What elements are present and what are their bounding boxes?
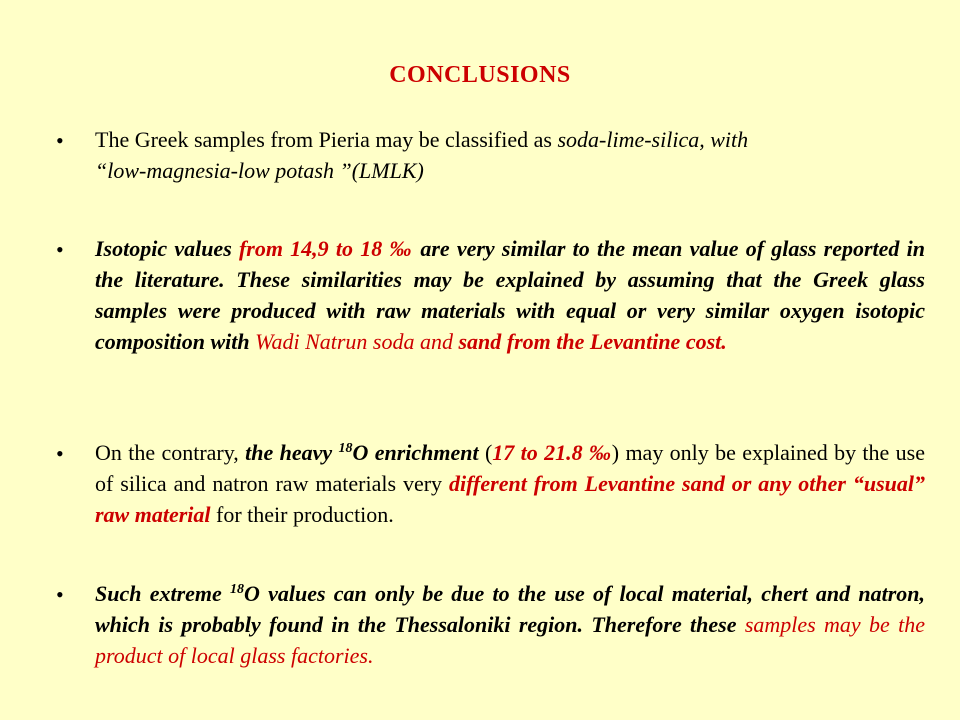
page-title: CONCLUSIONS bbox=[389, 62, 571, 88]
b1-soda-lime: soda-lime-silica, with bbox=[557, 127, 749, 152]
b3-different-from: different from Levantine sand or any other “usual” raw material bbox=[95, 471, 925, 527]
bullet-icon: • bbox=[56, 237, 64, 262]
b2-wadi-natrun: Wadi Natrun soda bbox=[255, 329, 415, 354]
bullet-text-4 bbox=[95, 578, 925, 671]
b3-text: for their production. bbox=[210, 502, 394, 527]
b2-text: Isotopic values bbox=[95, 236, 239, 261]
bullet-text-3 bbox=[95, 437, 925, 530]
bullet-text-2 bbox=[95, 233, 925, 357]
b3-isotope-sup: 18 bbox=[338, 441, 353, 456]
bullet-icon: • bbox=[56, 128, 64, 153]
bullet-text-1 bbox=[95, 124, 925, 186]
b2-levantine-sand: sand from the Levantine cost. bbox=[458, 329, 727, 354]
b3-text: On the contrary, bbox=[95, 440, 246, 465]
b2-and: and bbox=[414, 329, 459, 354]
b4-isotope-sup: 18 bbox=[230, 582, 244, 597]
b3-range: 17 to 21.8 ‰ bbox=[492, 440, 612, 465]
b3-text: ( bbox=[478, 440, 493, 465]
bullet-icon: • bbox=[56, 441, 64, 466]
b4-text: O values can only be due to the use of local material, chert and natron, which is probably found in the Thessaloniki region. Therefore these bbox=[95, 581, 925, 637]
b1-lmlk-abbr: (LMLK) bbox=[351, 158, 424, 183]
b3-heavy: the heavy bbox=[245, 440, 339, 465]
bullet-icon: • bbox=[56, 582, 64, 607]
b2-text: are very similar to the mean value of glass reported in the literature. These similarities may be explained by assuming that the Greek glass samples were produced with raw materials with equal or very similar oxygen isotopic composition with bbox=[95, 236, 925, 354]
b3-enrichment: O enrichment bbox=[352, 440, 479, 465]
b4-local-factories: samples may be the product of local glass factories. bbox=[95, 612, 925, 668]
b1-text: The Greek samples from Pieria may be classified as bbox=[95, 127, 558, 152]
b2-isotopic-range: from 14,9 to 18 ‰ bbox=[238, 236, 414, 261]
b4-text: Such extreme bbox=[95, 581, 230, 606]
b1-lmlk-term: “low-magnesia-low potash ” bbox=[95, 158, 352, 183]
b3-text: ) may only be explained by the use of silica and natron raw materials very bbox=[95, 440, 925, 496]
